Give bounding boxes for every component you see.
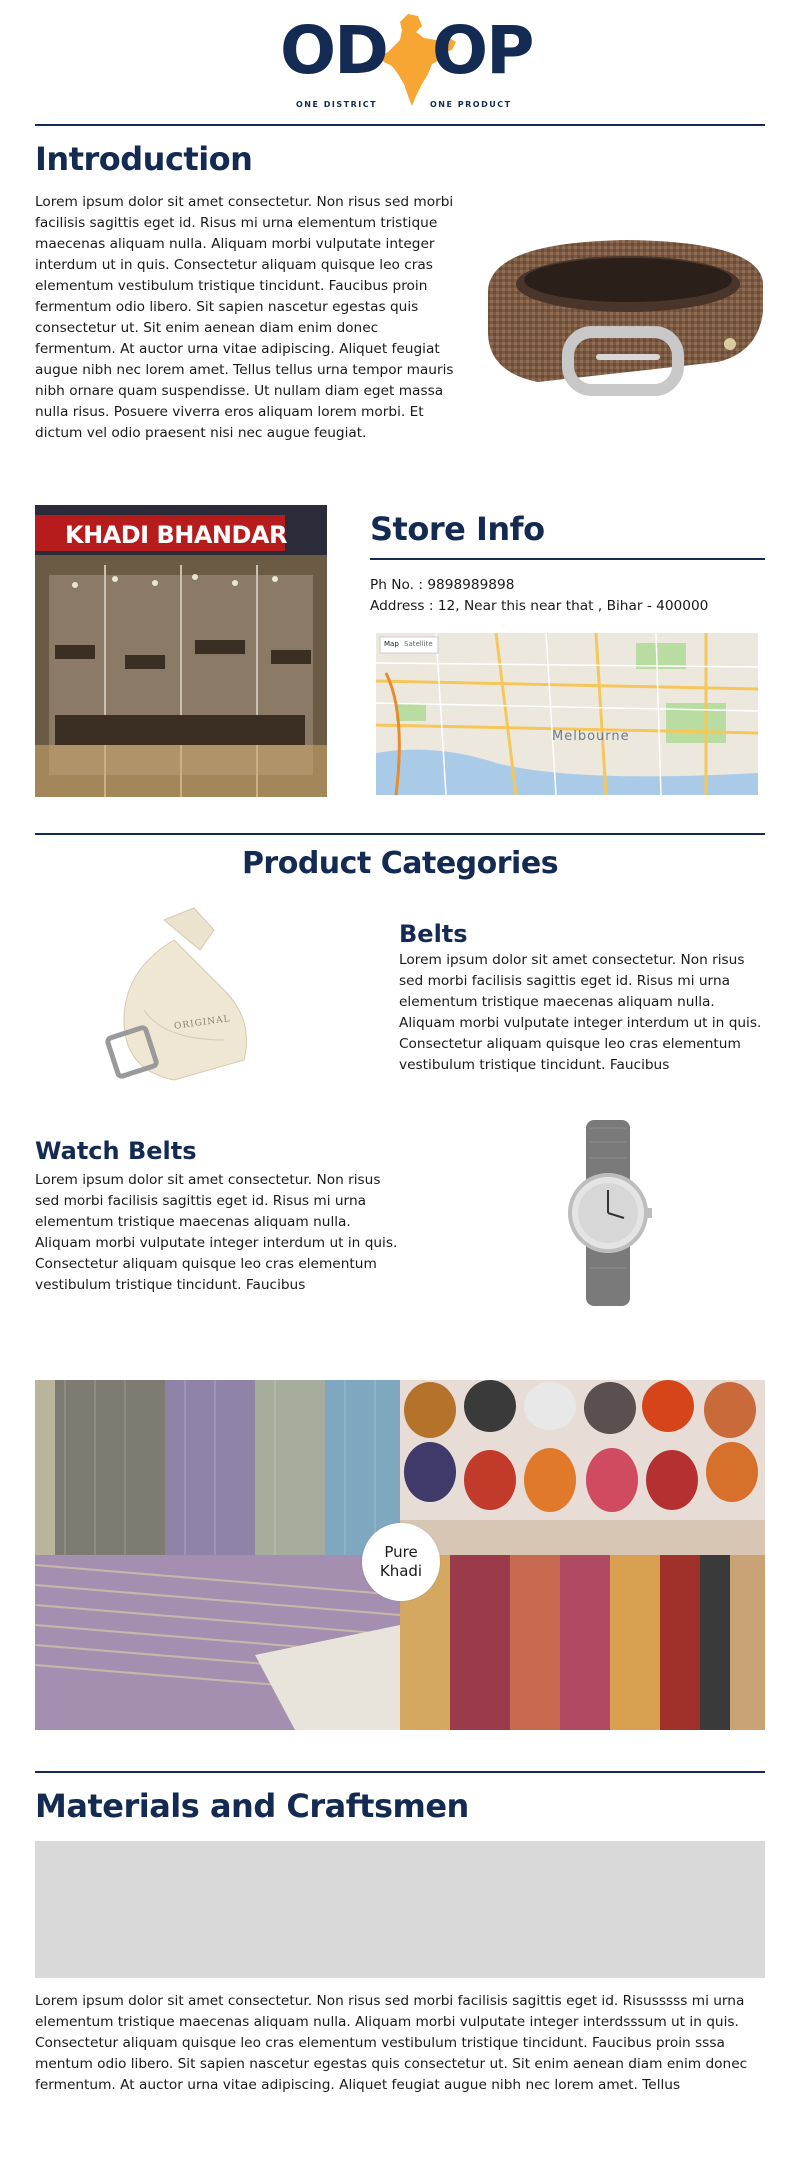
intro-title: Introduction <box>35 140 253 178</box>
belt-brand-label: ORIGINAL <box>173 1014 232 1032</box>
category-watch-belts-title: Watch Belts <box>35 1137 197 1165</box>
site-logo[interactable] <box>0 0 800 120</box>
watch-category-image <box>548 1118 672 1308</box>
map-tab-map[interactable]: Map <box>384 640 399 648</box>
intro-text: Lorem ipsum dolor sit amet consectetur. Non risus sed morbi facilisis sagittis eget id. Risus mi urna elementum tristique maecenas aliquam nulla. Aliquam morbi vulputate integer interdum ut in quis. Consectetur aliquam quisque leo cras elementum vestibulum tristique tincidunt. Faucibus proin fermentum odio libero. Sit sapien nascetur egestas quis consectetur ut. Sit enim aenean diam enim donec fermentum. At auctor urna vitae adipiscing. Aliquet feugiat augue nibh nec lorem amet. Tellus tellus urna tempor mauris nibh ornare quam suspendisse. Ut nullam diam eget massa nulla risus. Posuere viverra eros aliquam lorem morbi. Et dictum vel odio praesent nisi nec augue feugiat. <box>35 194 454 441</box>
badge-line-1: Pure <box>384 1543 418 1561</box>
logo-tagline-left: ONE DISTRICT <box>296 100 378 109</box>
store-info-divider <box>370 558 765 560</box>
store-divider <box>35 833 765 835</box>
materials-title: Materials and Craftsmen <box>35 1787 469 1825</box>
categories-title: Product Categories <box>241 846 559 881</box>
store-front-image <box>35 505 327 797</box>
store-sign-text: KHADI BHANDAR <box>65 521 287 549</box>
gallery-silk-drapes <box>400 1555 765 1730</box>
logo-right-word: OP <box>432 12 533 89</box>
category-watch-belts-text: Lorem ipsum dolor sit amet consectetur. Non risus sed morbi facilisis sagittis eget id. Risus mi urna elementum tristique maecenas aliquam nulla. Aliquam morbi vulputate integer interdum ut in quis. Consectetur aliquam quisque leo cras elementum vestibulum tristique tincidunt. Faucibus <box>35 1172 398 1293</box>
pure-khadi-badge <box>362 1523 440 1601</box>
belt-product-image <box>478 222 768 422</box>
map-tab-satellite[interactable]: Satellite <box>404 640 433 648</box>
gallery-woven-fabric <box>35 1555 400 1730</box>
category-belts-title: Belts <box>399 920 468 948</box>
store-map[interactable] <box>376 633 758 795</box>
gallery-fabric-rolls <box>35 1380 400 1555</box>
materials-text: Lorem ipsum dolor sit amet consectetur. Non risus sed morbi facilisis sagittis eget id. Risusssss mi urna elementum tristique maecenas aliquam nulla. Aliquam morbi vulputate integer interdsssum ut in quis. Consectetur aliquam quisque leo cras elementum vestibulum tristique tincidunt. Faucibus proin sssa mentum odio libero. Sit sapien nascetur egestas quis consectetur ut. Sit enim aenean diam enim donec fermentum. At auctor urna vitae adipiscing. Aliquet feugiat augue nibh nec lorem amet. Tellus <box>35 1993 748 2093</box>
map-city-label: Melbourne <box>552 729 630 744</box>
store-address: Address : 12, Near this near that , Bihar - 400000 <box>370 598 709 614</box>
category-belts-text: Lorem ipsum dolor sit amet consectetur. Non risus sed morbi facilisis sagittis eget id. Risus mi urna elementum tristique maecenas aliquam nulla. Aliquam morbi vulputate integer interdum ut in quis. Consectetur aliquam quisque leo cras elementum vestibulum tristique tincidunt. Faucibus <box>399 952 762 1073</box>
store-info-title: Store Info <box>370 510 545 548</box>
belt-category-image <box>104 900 264 1090</box>
materials-image-placeholder <box>35 1841 765 1978</box>
logo-tagline-right: ONE PRODUCT <box>430 100 512 109</box>
header-divider <box>35 124 765 126</box>
badge-line-2: Khadi <box>379 1562 423 1580</box>
materials-divider <box>35 1771 765 1773</box>
gallery-bags <box>400 1380 765 1555</box>
store-phone: Ph No. : 9898989898 <box>370 577 515 593</box>
logo-left-word: OD <box>280 12 387 89</box>
